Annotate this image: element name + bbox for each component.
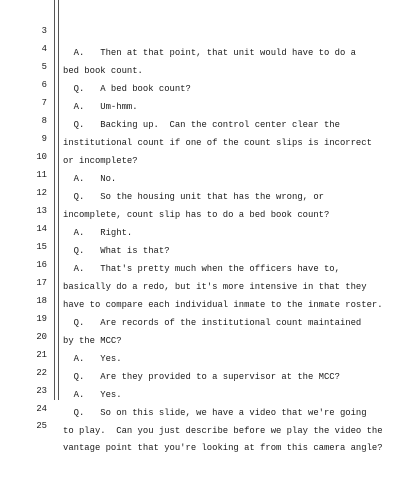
line-number: 7 — [41, 98, 47, 108]
line-number: 10 — [36, 152, 47, 162]
line-text: Q. Backing up. Can the control center clear the — [63, 120, 340, 130]
line-text: Q. What is that? — [63, 246, 170, 256]
line-text: A. Then at that point, that unit would have to do a — [63, 48, 356, 58]
line-text: incomplete, count slip has to do a bed book count? — [63, 210, 330, 220]
line-text: Q. Are they provided to a supervisor at the MCC? — [63, 372, 340, 382]
line-number: 5 — [41, 62, 47, 72]
line-text: A. That's pretty much when the officers have to, — [63, 264, 340, 274]
line-number: 21 — [36, 350, 47, 360]
line-number: 4 — [41, 44, 47, 54]
line-text: A. Um-hmm. — [63, 102, 138, 112]
line-number: 11 — [36, 170, 47, 180]
line-text: A. Yes. — [63, 354, 122, 364]
line-text: institutional count if one of the count slips is incorrect — [63, 138, 372, 148]
line-text: have to compare each individual inmate to the inmate roster. — [63, 300, 383, 310]
line-number: 25 — [36, 421, 47, 431]
line-text: vantage point that you're looking at from this camera angle? — [63, 443, 383, 453]
line-text: or incomplete? — [63, 156, 138, 166]
line-number: 15 — [36, 242, 47, 252]
line-number: 12 — [36, 188, 47, 198]
line-number: 8 — [41, 116, 47, 126]
line-number: 19 — [36, 314, 47, 324]
line-number: 3 — [41, 26, 47, 36]
line-text: Q. Are records of the institutional count maintained — [63, 318, 362, 328]
line-number: 18 — [36, 296, 47, 306]
line-text: by the MCC? — [63, 336, 122, 346]
line-text: Q. So the housing unit that has the wrong, or — [63, 192, 324, 202]
line-text: A. No. — [63, 174, 117, 184]
line-text: A. Yes. — [63, 390, 122, 400]
line-text: Q. A bed book count? — [63, 84, 191, 94]
line-number: 17 — [36, 278, 47, 288]
line-number: 13 — [36, 206, 47, 216]
line-number: 23 — [36, 386, 47, 396]
line-number: 6 — [41, 80, 47, 90]
line-number: 20 — [36, 332, 47, 342]
line-number: 24 — [36, 404, 47, 414]
line-text: bed book count. — [63, 66, 143, 76]
line-number: 22 — [36, 368, 47, 378]
line-text: Q. So on this slide, we have a video that we're going — [63, 408, 367, 418]
line-text: to play. Can you just describe before we play the video the — [63, 426, 383, 436]
line-number: 14 — [36, 224, 47, 234]
line-number: 16 — [36, 260, 47, 270]
line-text: A. Right. — [63, 228, 133, 238]
line-text: basically do a redo, but it's more intensive in that they — [63, 282, 367, 292]
line-number: 9 — [41, 134, 47, 144]
